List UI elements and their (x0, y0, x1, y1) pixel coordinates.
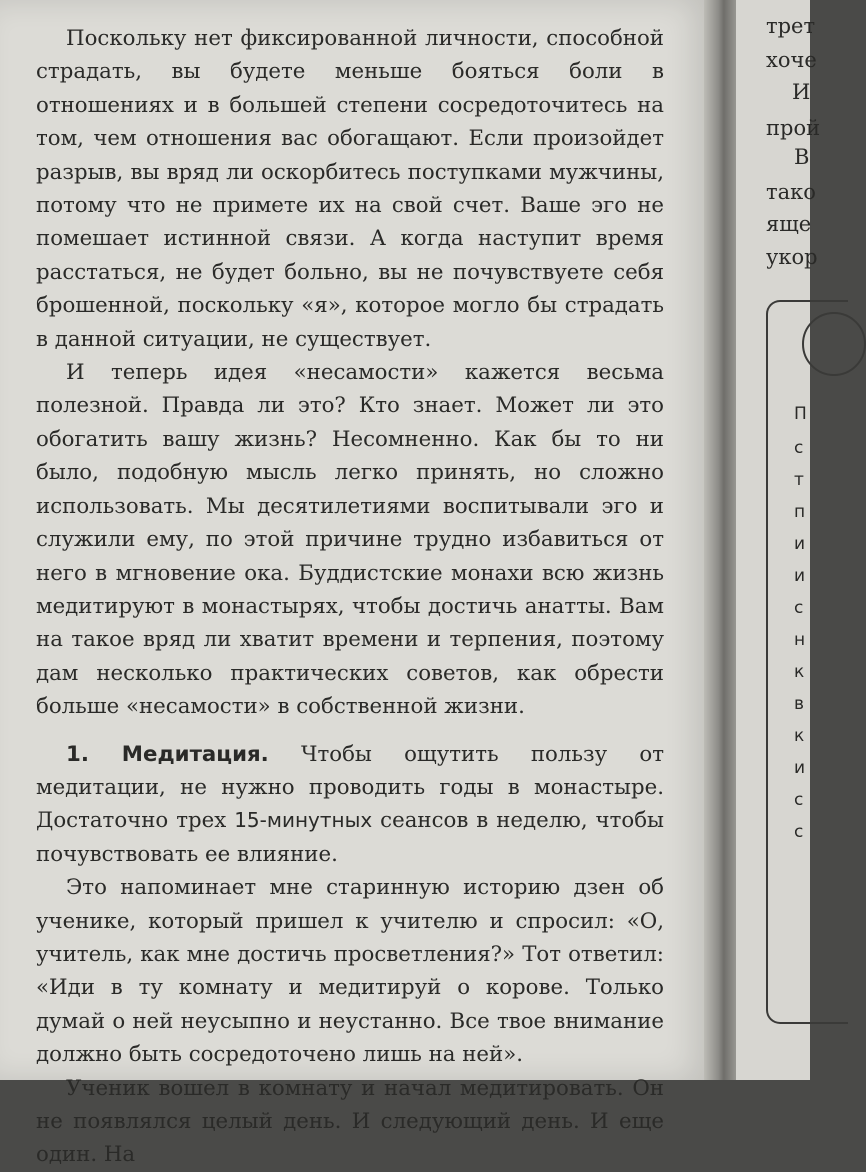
item-1-heading: 1. Медитация. (66, 741, 269, 767)
right-line-5: В (794, 145, 810, 169)
sidebar-box-circle (802, 312, 866, 376)
box-letter: и (794, 758, 806, 778)
right-line-4: прой (766, 116, 821, 140)
box-letter: и (794, 566, 806, 586)
sidebar-box-frame (766, 300, 848, 1024)
page-text (36, 22, 664, 1172)
item-1-text-a: Чтобы ощутить пользу от медитации, не нужно проводить годы в монастыре. Достаточно трех (36, 741, 665, 834)
right-line-6: тако (766, 180, 816, 204)
box-letter: н (794, 630, 806, 650)
box-letter: к (794, 662, 805, 682)
item-1-text-b: сеансов в неделю, чтобы почувствовать ее влияние. (36, 808, 664, 867)
box-letter: и (794, 534, 806, 554)
box-letter: с (794, 822, 804, 842)
paragraph-meditation (36, 738, 664, 872)
box-letter: в (794, 694, 805, 714)
book-gutter (704, 0, 740, 1080)
box-letter: с (794, 438, 804, 458)
right-line-7: яще (766, 212, 812, 236)
item-1-number: 15-минутных (234, 808, 373, 833)
paragraph-student: Ученик вошел в комнату и начал медитировать. Он не появлялся целый день. И следующий день. И еще один. На (36, 1075, 664, 1168)
right-page (736, 0, 821, 1080)
paragraph-2: И теперь идея «несамости» кажется весьма полезной. Правда ли это? Кто знает. Может ли это обогатить вашу жизнь? Несомненно. Как бы то ни было, подобную мысль легко принять, но сложно использовать. Мы десятилетиями воспитывали эго и служили ему, по этой причине трудно избавиться от него в мгновение ока. Буддистские монахи всю жизнь медитируют в монастырях, чтобы достичь анатты. Вам на такое вряд ли хватит времени и терпения, поэтому дам несколько практических советов, как обрести больше «несамости» в собственной жизни. (36, 360, 664, 720)
right-line-8: укор (766, 245, 818, 269)
box-letter: с (794, 598, 804, 618)
right-line-2: хоче (766, 48, 817, 72)
box-letter: П (794, 404, 807, 424)
box-letter: т (794, 470, 804, 490)
box-letter: п (794, 502, 806, 522)
right-line-1: трет (766, 14, 816, 38)
paragraph-zen-story: Это напоминает мне старинную историю дзен об ученике, который пришел к учителю и спросил: «О, учитель, как мне достичь просветления?» Тот ответил: «Иди в ту комнату и медитируй о корове. Только думай о ней неусыпно и неустанно. Все твое внимание должно быть сосредоточено лишь на ней». (36, 875, 664, 1068)
box-letter: к (794, 726, 805, 746)
right-line-3: И (792, 80, 811, 104)
box-letter: с (794, 790, 804, 810)
paragraph-1: Поскольку нет фиксированной личности, способной страдать, вы будете меньше бояться боли в отношениях и в большей степени сосредоточитесь на том, чем отношения вас обогащают. Если произойдет разрыв, вы вряд ли оскорбитесь поступками мужчины, потому что не примете их на свой счет. Ваше эго не помешает истинной связи. А когда наступит время расстаться, не будет больно, вы не почувствуете себя брошенной, поскольку «я», которое могло бы страдать в данной ситуации, не существует. (36, 26, 664, 352)
